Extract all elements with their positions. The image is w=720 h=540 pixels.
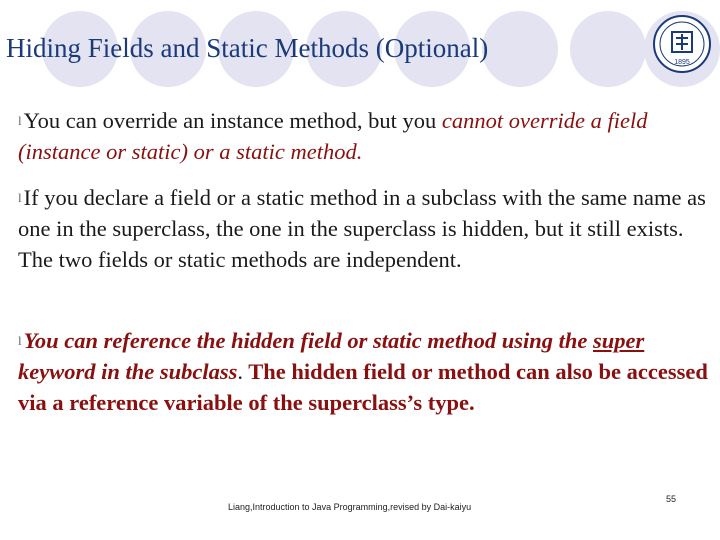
p3-dot: . (237, 359, 244, 384)
p2-text: If you declare a field or a static method in a subclass with the same name as one in the superclass, the one in the superclass is hidden, but it still exists. The two fields or static methods are independent. (18, 185, 706, 272)
bullet-icon: l (18, 113, 22, 128)
bullet-paragraph-hidden (18, 182, 712, 275)
svg-text:1895: 1895 (674, 59, 690, 66)
bullet-icon: l (18, 333, 22, 348)
university-seal-icon (652, 14, 712, 74)
bullet-icon: l (18, 190, 22, 205)
bullet-paragraph-override (18, 105, 712, 167)
slide-footer: Liang,Introduction to Java Programming,revised by Dai-kaiyu (228, 502, 472, 512)
p1-emphasis-text: cannot override a field (instance or static) or a static method. (18, 108, 648, 164)
p1-normal-text: You can override an instance method, but you (23, 108, 442, 133)
slide-title: Hiding Fields and Static Methods (Optional) (6, 33, 489, 63)
page-number: 55 (666, 494, 677, 504)
bullet-paragraph-super (18, 325, 712, 418)
p3-italic-text-2: keyword in the subclass (18, 359, 238, 384)
p3-italic-text: You can reference the hidden field or static method using the (23, 328, 594, 353)
p3-bold-text: The hidden field or method can also be accessed via a reference variable of the superclass’s type. (18, 359, 708, 415)
super-keyword: super (593, 328, 645, 353)
